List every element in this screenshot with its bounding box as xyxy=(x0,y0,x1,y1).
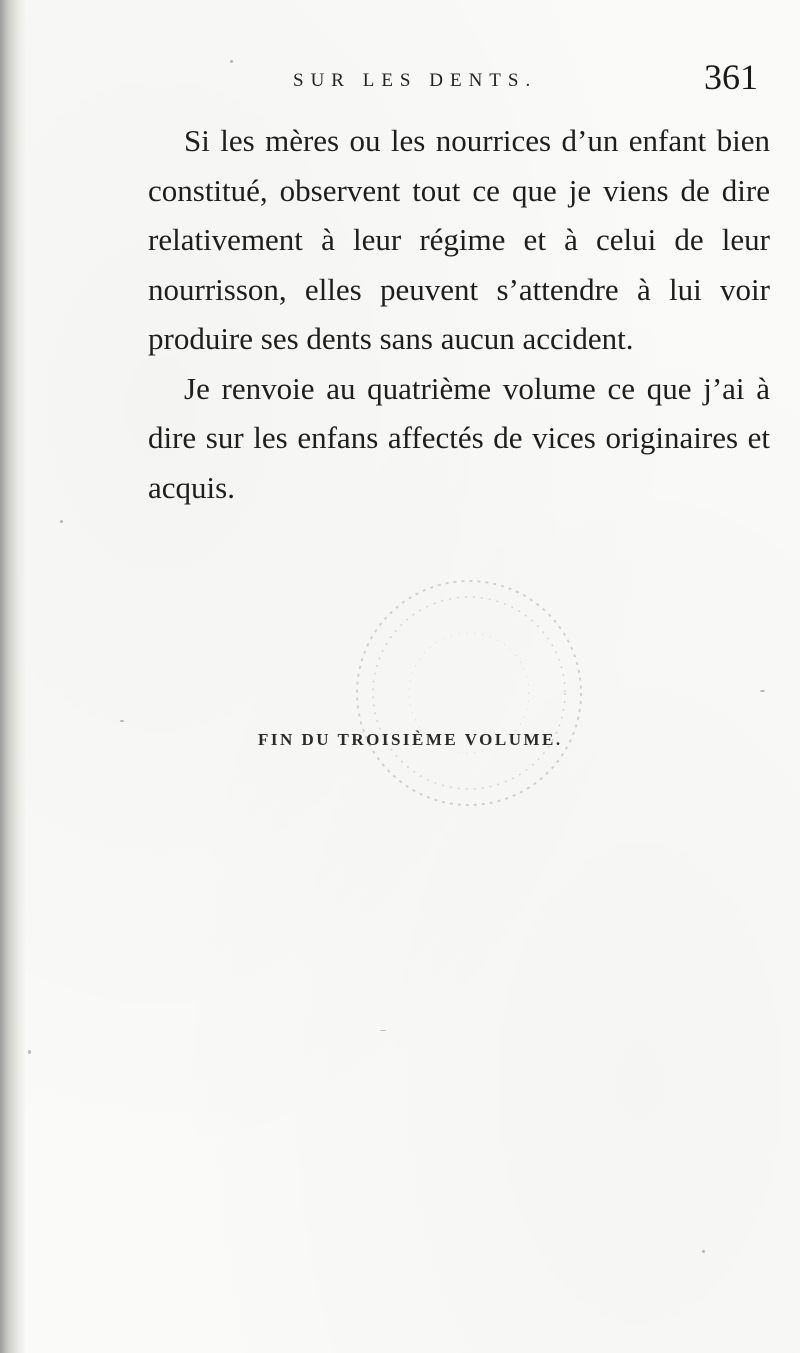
binding-shadow xyxy=(0,0,26,1353)
body-text xyxy=(148,116,770,512)
library-stamp xyxy=(344,568,594,818)
paper-speck xyxy=(60,520,63,523)
paper-speck xyxy=(230,60,233,63)
paper-speck xyxy=(702,1250,705,1253)
paper-speck xyxy=(760,690,765,692)
paper-speck xyxy=(120,720,124,722)
paragraph-2: Je renvoie au quatrième volume ce que j’ai à dire sur les enfans affectés de vices originaires et acquis. xyxy=(148,370,770,505)
end-of-volume-note: FIN DU TROISIÈME VOLUME. xyxy=(258,730,563,749)
running-title: SUR LES DENTS. xyxy=(293,70,538,91)
paper-speck xyxy=(28,1050,31,1054)
page-number: 361 xyxy=(704,57,758,97)
paragraph-1: Si les mères ou les nourrices d’un enfant bien constitué, observent tout ce que je viens de dire relativement à leur régime et à celui de leur nourrisson, elles peuvent s’attendre à lui voir produire ses dents sans aucun accident. xyxy=(148,123,770,356)
paper-speck xyxy=(380,1030,386,1031)
